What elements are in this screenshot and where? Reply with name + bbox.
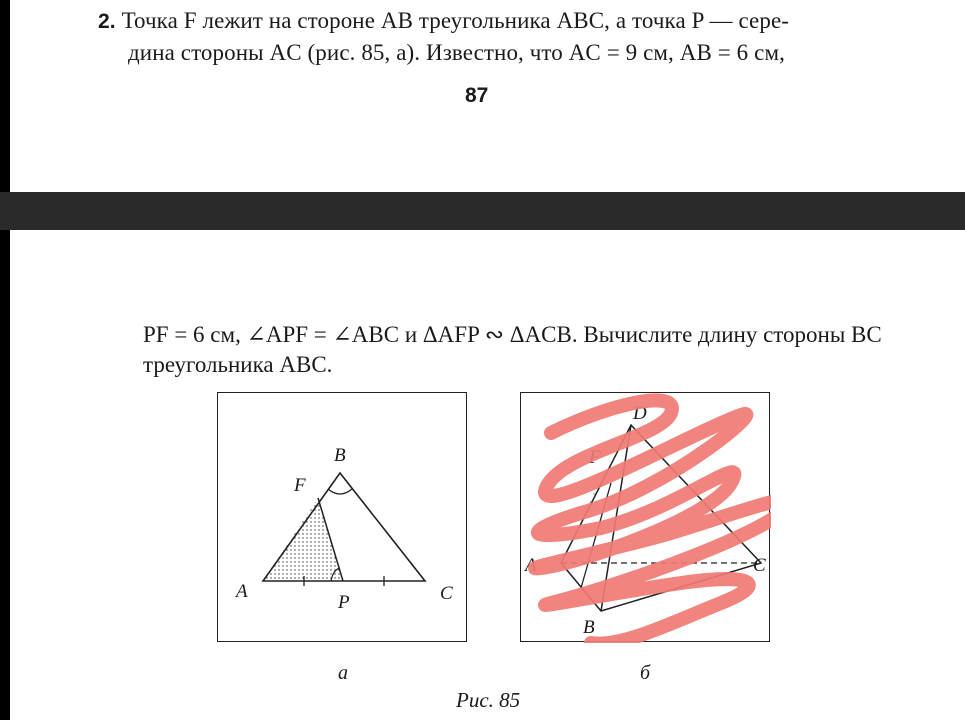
page-gap	[0, 192, 965, 230]
figure-a-frame	[217, 392, 467, 642]
label-c: C	[440, 583, 453, 604]
page-bottom	[10, 230, 965, 720]
problem-number: 2.	[98, 10, 116, 33]
figure-a-diagram	[218, 393, 468, 643]
label-f-b: F	[589, 447, 601, 468]
continuation-line-1: PF = 6 см, ∠APF = ∠ABC и ΔAFP ∾ ΔACB. Вычислите длину стороны BC	[143, 322, 882, 347]
figure-b-frame	[520, 392, 770, 642]
label-f: F	[294, 475, 306, 496]
page-top	[10, 0, 965, 192]
figure-b-diagram	[521, 393, 771, 643]
continuation-line-2: треугольника ABC.	[143, 352, 333, 377]
label-a: A	[236, 581, 248, 602]
problem-text-1: Точка F лежит на стороне AB треугольника ABC, а точка P — сере-	[121, 8, 790, 33]
figure-caption: Рис. 85	[456, 688, 521, 712]
label-d: D	[633, 403, 647, 424]
problem-line-1	[98, 8, 789, 34]
caption-b: б	[640, 662, 651, 684]
label-a-b: A	[525, 555, 537, 576]
red-scribble	[535, 400, 771, 643]
page-number: 87	[465, 84, 489, 107]
label-b-b: B	[583, 617, 595, 638]
caption-a: а	[338, 662, 348, 684]
label-p: P	[338, 592, 350, 613]
angle-b-arc	[328, 489, 352, 494]
label-b: B	[334, 445, 346, 466]
label-c-b: C	[753, 555, 766, 576]
problem-line-2: дина стороны AC (рис. 85, a). Известно, что AC = 9 см, AB = 6 см,	[128, 40, 785, 65]
